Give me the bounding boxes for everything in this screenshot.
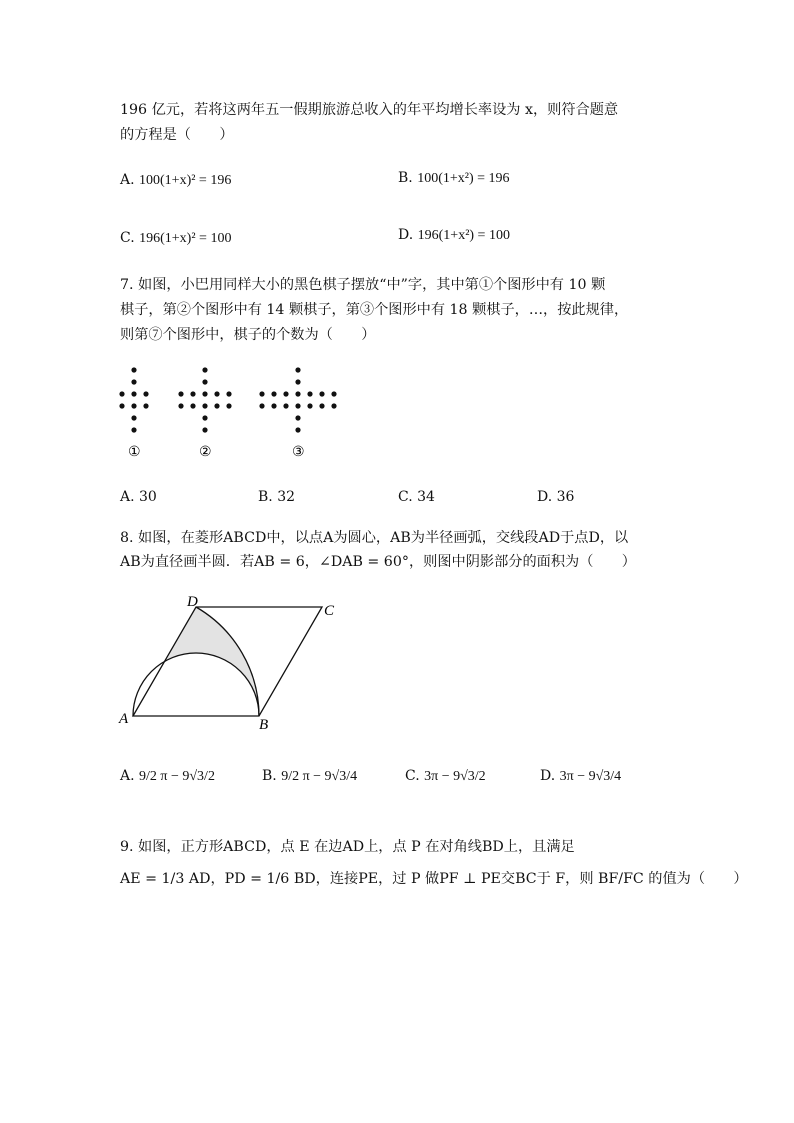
q6-option-d[interactable] bbox=[398, 227, 510, 244]
q7-option-a[interactable]: A. 30 bbox=[120, 489, 157, 505]
q7-figure-2 bbox=[178, 367, 231, 432]
q7-figure-1 bbox=[119, 367, 148, 432]
q7-line-1: 7. 如图，小巴用同样大小的黑色棋子摆放“中”字，其中第①个图形中有 10 颗 bbox=[120, 277, 606, 293]
q7-fig-label-2: ② bbox=[199, 445, 212, 460]
q6-option-d-label: D. bbox=[398, 227, 414, 243]
q7-line-2: 棋子，第②个图形中有 14 颗棋子，第③个图形中有 18 颗棋子，…，按此规律， bbox=[120, 302, 629, 318]
q7-line-3: 则第⑦个图形中，棋子的个数为（ ） bbox=[120, 327, 376, 343]
q8-option-c[interactable] bbox=[405, 768, 486, 785]
q6-option-c[interactable] bbox=[120, 230, 231, 247]
q8-option-d-label: D. bbox=[540, 768, 556, 784]
q8-label-b: B bbox=[259, 717, 269, 733]
q8-option-d[interactable] bbox=[540, 768, 621, 785]
q8-option-c-expr: 3π − 9√3/2 bbox=[424, 769, 486, 784]
q8-option-a-label: A. bbox=[120, 768, 135, 784]
q7-dot-figures bbox=[112, 362, 352, 462]
q8-label-c: C bbox=[324, 603, 335, 619]
q7-fig-label-3: ③ bbox=[292, 445, 305, 460]
q8-label-d: D bbox=[187, 594, 198, 610]
q6-option-a[interactable] bbox=[120, 172, 231, 189]
q8-label-a: A bbox=[119, 711, 129, 727]
q6-option-c-expr: 196(1+x)² = 100 bbox=[139, 231, 232, 246]
q8-option-a[interactable] bbox=[120, 768, 215, 785]
q8-option-b[interactable] bbox=[262, 768, 357, 785]
q7-option-c[interactable]: C. 34 bbox=[398, 489, 435, 505]
q8-shaded-region bbox=[166, 607, 259, 716]
q6-option-d-expr: 196(1+x²) = 100 bbox=[417, 228, 510, 243]
q6-option-a-label: A. bbox=[120, 172, 135, 188]
q6-option-c-label: C. bbox=[120, 230, 135, 246]
q8-option-d-expr: 3π − 9√3/4 bbox=[559, 769, 622, 784]
q6-line-1: 196 亿元，若将这两年五一假期旅游总收入的年平均增长率设为 x，则符合题意 bbox=[120, 102, 619, 118]
q8-option-b-expr: 9/2 π − 9√3/4 bbox=[281, 769, 358, 784]
q7-fig-label-1: ① bbox=[128, 445, 141, 460]
q9-line-2: AE = 1/3 AD，PD = 1/6 BD，连接PE，过 P 做PF ⊥ PE交BC于 F，则 BF/FC 的值为（ ） bbox=[120, 871, 748, 887]
q7-option-b[interactable]: B. 32 bbox=[258, 489, 296, 505]
q8-option-a-expr: 9/2 π − 9√3/2 bbox=[139, 769, 215, 784]
q9-line-1: 9. 如图，正方形ABCD，点 E 在边AD上，点 P 在对角线BD上，且满足 bbox=[120, 839, 575, 855]
q6-option-b-label: B. bbox=[398, 170, 413, 186]
q6-line-2: 的方程是（ ） bbox=[120, 127, 234, 143]
q6-option-b-expr: 100(1+x²) = 196 bbox=[417, 171, 510, 186]
q7-figure-3 bbox=[259, 367, 336, 432]
q8-option-c-label: C. bbox=[405, 768, 420, 784]
q8-option-b-label: B. bbox=[262, 768, 277, 784]
q7-option-d[interactable]: D. 36 bbox=[537, 489, 575, 505]
q6-option-a-expr: 100(1+x)² = 196 bbox=[139, 173, 232, 188]
q8-line-1: 8. 如图，在菱形ABCD中，以点A为圆心，AB为半径画弧，交线段AD于点D，以 bbox=[120, 530, 629, 546]
q8-line-2: AB为直径画半圆．若AB = 6，∠DAB = 60°，则图中阴影部分的面积为（ ） bbox=[120, 554, 636, 570]
q8-rhombus-figure bbox=[115, 590, 355, 740]
q6-option-b[interactable] bbox=[398, 170, 510, 187]
